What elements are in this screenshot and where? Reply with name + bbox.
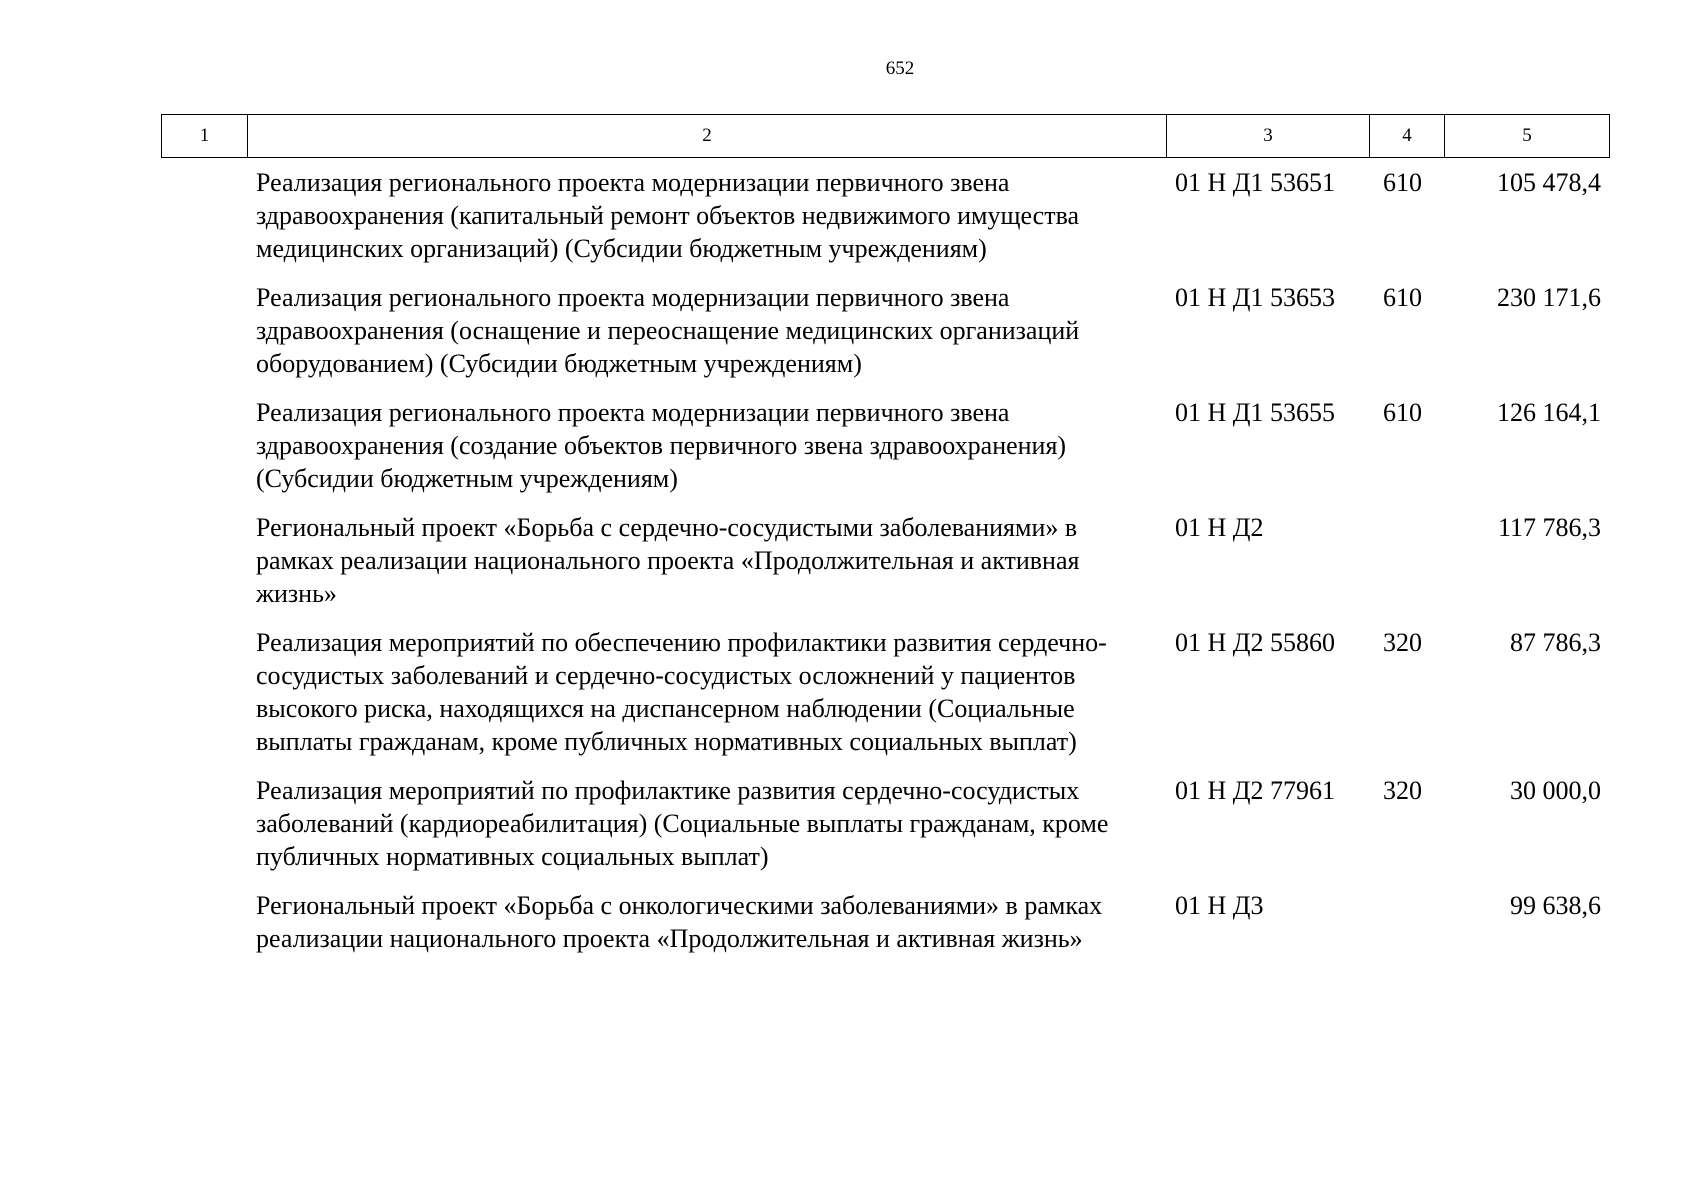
page-number: 652 [885, 58, 915, 79]
row-code: 01 Н Д3 [1175, 891, 1264, 920]
row-code: 01 Н Д2 55860 [1175, 628, 1336, 657]
row-name: Реализация регионального проекта модернизации первичного звена здравоохранения (капитальный ремонт объектов недвижимого имущества медицинских организаций) (Субсидии бюджетным учреждениям) [256, 168, 1080, 263]
row-code: 01 Н Д2 [1175, 513, 1264, 542]
table-row [161, 511, 1609, 626]
row-amount: 126 164,1 [1497, 398, 1601, 427]
row-name: Реализация мероприятий по обеспечению профилактики развития сердечно-сосудистых заболеваний и сердечно-сосудистых осложнений у пациентов высокого риска, находящихся на диспансерном наблюдении (Социальные выплаты гражданам, кроме публичных нормативных социальных выплат) [256, 628, 1107, 756]
row-number-cell [161, 166, 247, 281]
table-row [161, 774, 1609, 889]
column-header-4: 4 [1370, 115, 1445, 158]
column-header-table [161, 114, 1610, 158]
row-number-cell [161, 511, 247, 626]
row-amount: 99 638,6 [1510, 891, 1601, 920]
row-code: 01 Н Д1 53653 [1175, 283, 1336, 312]
table-row [161, 166, 1609, 281]
row-type: 610 [1383, 283, 1422, 312]
row-amount: 87 786,3 [1510, 628, 1601, 657]
row-type: 610 [1383, 398, 1422, 427]
row-code: 01 Н Д2 77961 [1175, 776, 1336, 805]
column-header-1: 1 [162, 115, 248, 158]
row-type: 610 [1383, 168, 1422, 197]
row-number-cell [161, 396, 247, 511]
row-name: Реализация мероприятий по профилактике развития сердечно-сосудистых заболеваний (кардиореабилитация) (Социальные выплаты гражданам, кроме публичных нормативных социальных выплат) [256, 776, 1109, 871]
table-row [161, 626, 1609, 774]
column-header-5: 5 [1445, 115, 1610, 158]
row-type: 320 [1383, 776, 1422, 805]
row-code: 01 Н Д1 53655 [1175, 398, 1336, 427]
row-amount: 30 000,0 [1510, 776, 1601, 805]
row-type: 320 [1383, 628, 1422, 657]
table-row [161, 396, 1609, 511]
budget-table [161, 166, 1609, 971]
row-number-cell [161, 626, 247, 774]
row-type [1369, 511, 1444, 626]
column-header-row [162, 115, 1610, 158]
table-row [161, 281, 1609, 396]
row-number-cell [161, 774, 247, 889]
row-name: Реализация регионального проекта модернизации первичного звена здравоохранения (создание объектов первичного звена здравоохранения) (Субсидии бюджетным учреждениям) [256, 398, 1067, 493]
row-number-cell [161, 889, 247, 971]
row-amount: 117 786,3 [1497, 513, 1601, 542]
row-amount: 105 478,4 [1497, 168, 1601, 197]
row-name: Реализация регионального проекта модернизации первичного звена здравоохранения (оснащение и переоснащение медицинских организаций оборудованием) (Субсидии бюджетным учреждениям) [256, 283, 1080, 378]
row-type [1369, 889, 1444, 971]
column-header-3: 3 [1167, 115, 1370, 158]
row-number-cell [161, 281, 247, 396]
row-code: 01 Н Д1 53651 [1175, 168, 1336, 197]
column-header-2: 2 [248, 115, 1167, 158]
row-amount: 230 171,6 [1497, 283, 1601, 312]
table-row [161, 889, 1609, 971]
row-name: Региональный проект «Борьба с онкологическими заболеваниями» в рамках реализации национального проекта «Продолжительная и активная жизнь» [256, 891, 1103, 953]
row-name: Региональный проект «Борьба с сердечно-сосудистыми заболеваниями» в рамках реализации национального проекта «Продолжительная и активная жизнь» [256, 513, 1080, 608]
